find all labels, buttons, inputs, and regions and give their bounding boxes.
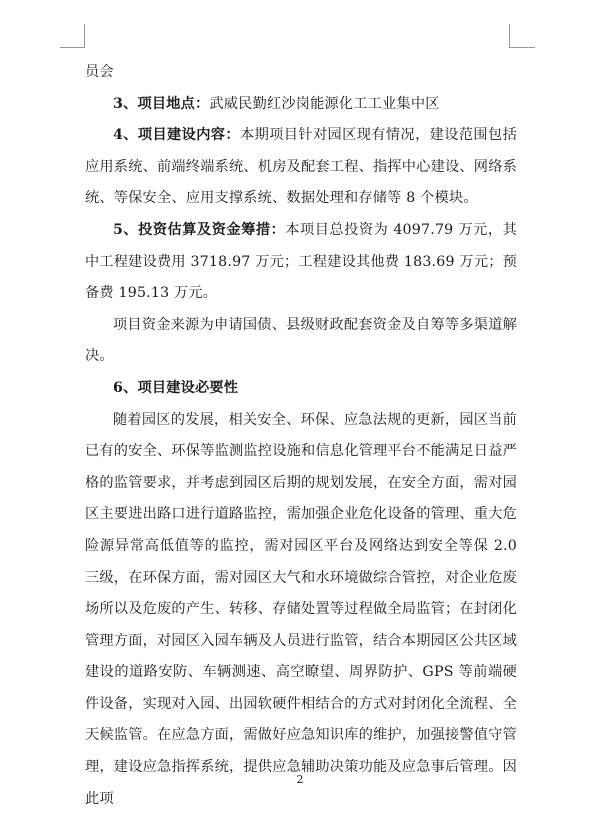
paragraph-text: 员会 xyxy=(85,64,114,80)
section-heading: 4、项目建设内容： xyxy=(113,127,240,144)
body-text xyxy=(85,57,517,815)
crop-mark-top-right-horizontal xyxy=(509,47,535,48)
page-number: 2 xyxy=(296,773,304,786)
paragraph-project-location xyxy=(85,89,517,121)
paragraph-continuation xyxy=(85,57,517,89)
section-heading: 6、项目建设必要性 xyxy=(113,379,239,396)
paragraph-text: 随着园区的发展，相关安全、环保、应急法规的更新，园区当前已有的安全、环保等监测监控设施和信息化管理平台不能满足日益严格的监管要求，并考虑到园区后期的规划发展，在安全方面，需对园区主要进出路口进行道路监控，需加强企业危化设备的管理、重大危险源异常高低值等的监控，需对园区平台及网络达到安全等保 2.0 三级，在环保方面，需对园区大气和水环境做综合管控，对企业危废场所以及危废的产生、转移、存储处置等过程做全局监管；在封闭化管理方面，对园区入园车辆及人员进行监管，结合本期园区公共区域建设的道路安防、车辆测速、高空瞭望、周界防护、GPS 等前端硬件设备，实现对入园、出园软硬件相结合的方式对封闭化全流程、全天候监管。在应急方面，需做好应急知识库的维护，加强接警值守管理，建设应急指挥系统，提供应急辅助决策功能及应急事后管理。因此项 xyxy=(85,411,517,807)
crop-mark-top-left-horizontal xyxy=(60,47,85,48)
paragraph-funding-source xyxy=(85,310,517,373)
section-heading: 3、项目地点： xyxy=(113,95,210,112)
paragraph-investment xyxy=(85,215,517,310)
crop-mark-top-left-vertical xyxy=(84,24,85,48)
paragraph-necessity-heading xyxy=(85,373,517,405)
crop-mark-top-right-vertical xyxy=(509,24,510,48)
paragraph-text: 本期项目针对园区现有情况，建设范围包括应用系统、前端终端系统、机房及配套工程、指挥中心建设、网络系统、等保安全、应用支撑系统、数据处理和存储等 8 个模块。 xyxy=(85,127,517,207)
paragraph-construction-content xyxy=(85,120,517,215)
paragraph-text: 本项目总投资为 4097.79 万元，其中工程建设费用 3718.97 万元；工程建设其他费 183.69 万元；预备费 195.13 万元。 xyxy=(85,221,517,302)
section-heading: 5、投资估算及资金筹措： xyxy=(113,221,286,238)
paragraph-text: 项目资金来源为申请国债、县级财政配套资金及自筹等多渠道解决。 xyxy=(85,316,517,365)
paragraph-necessity-body xyxy=(85,405,517,816)
paragraph-text: 武威民勤红沙岗能源化工工业集中区 xyxy=(209,95,440,112)
